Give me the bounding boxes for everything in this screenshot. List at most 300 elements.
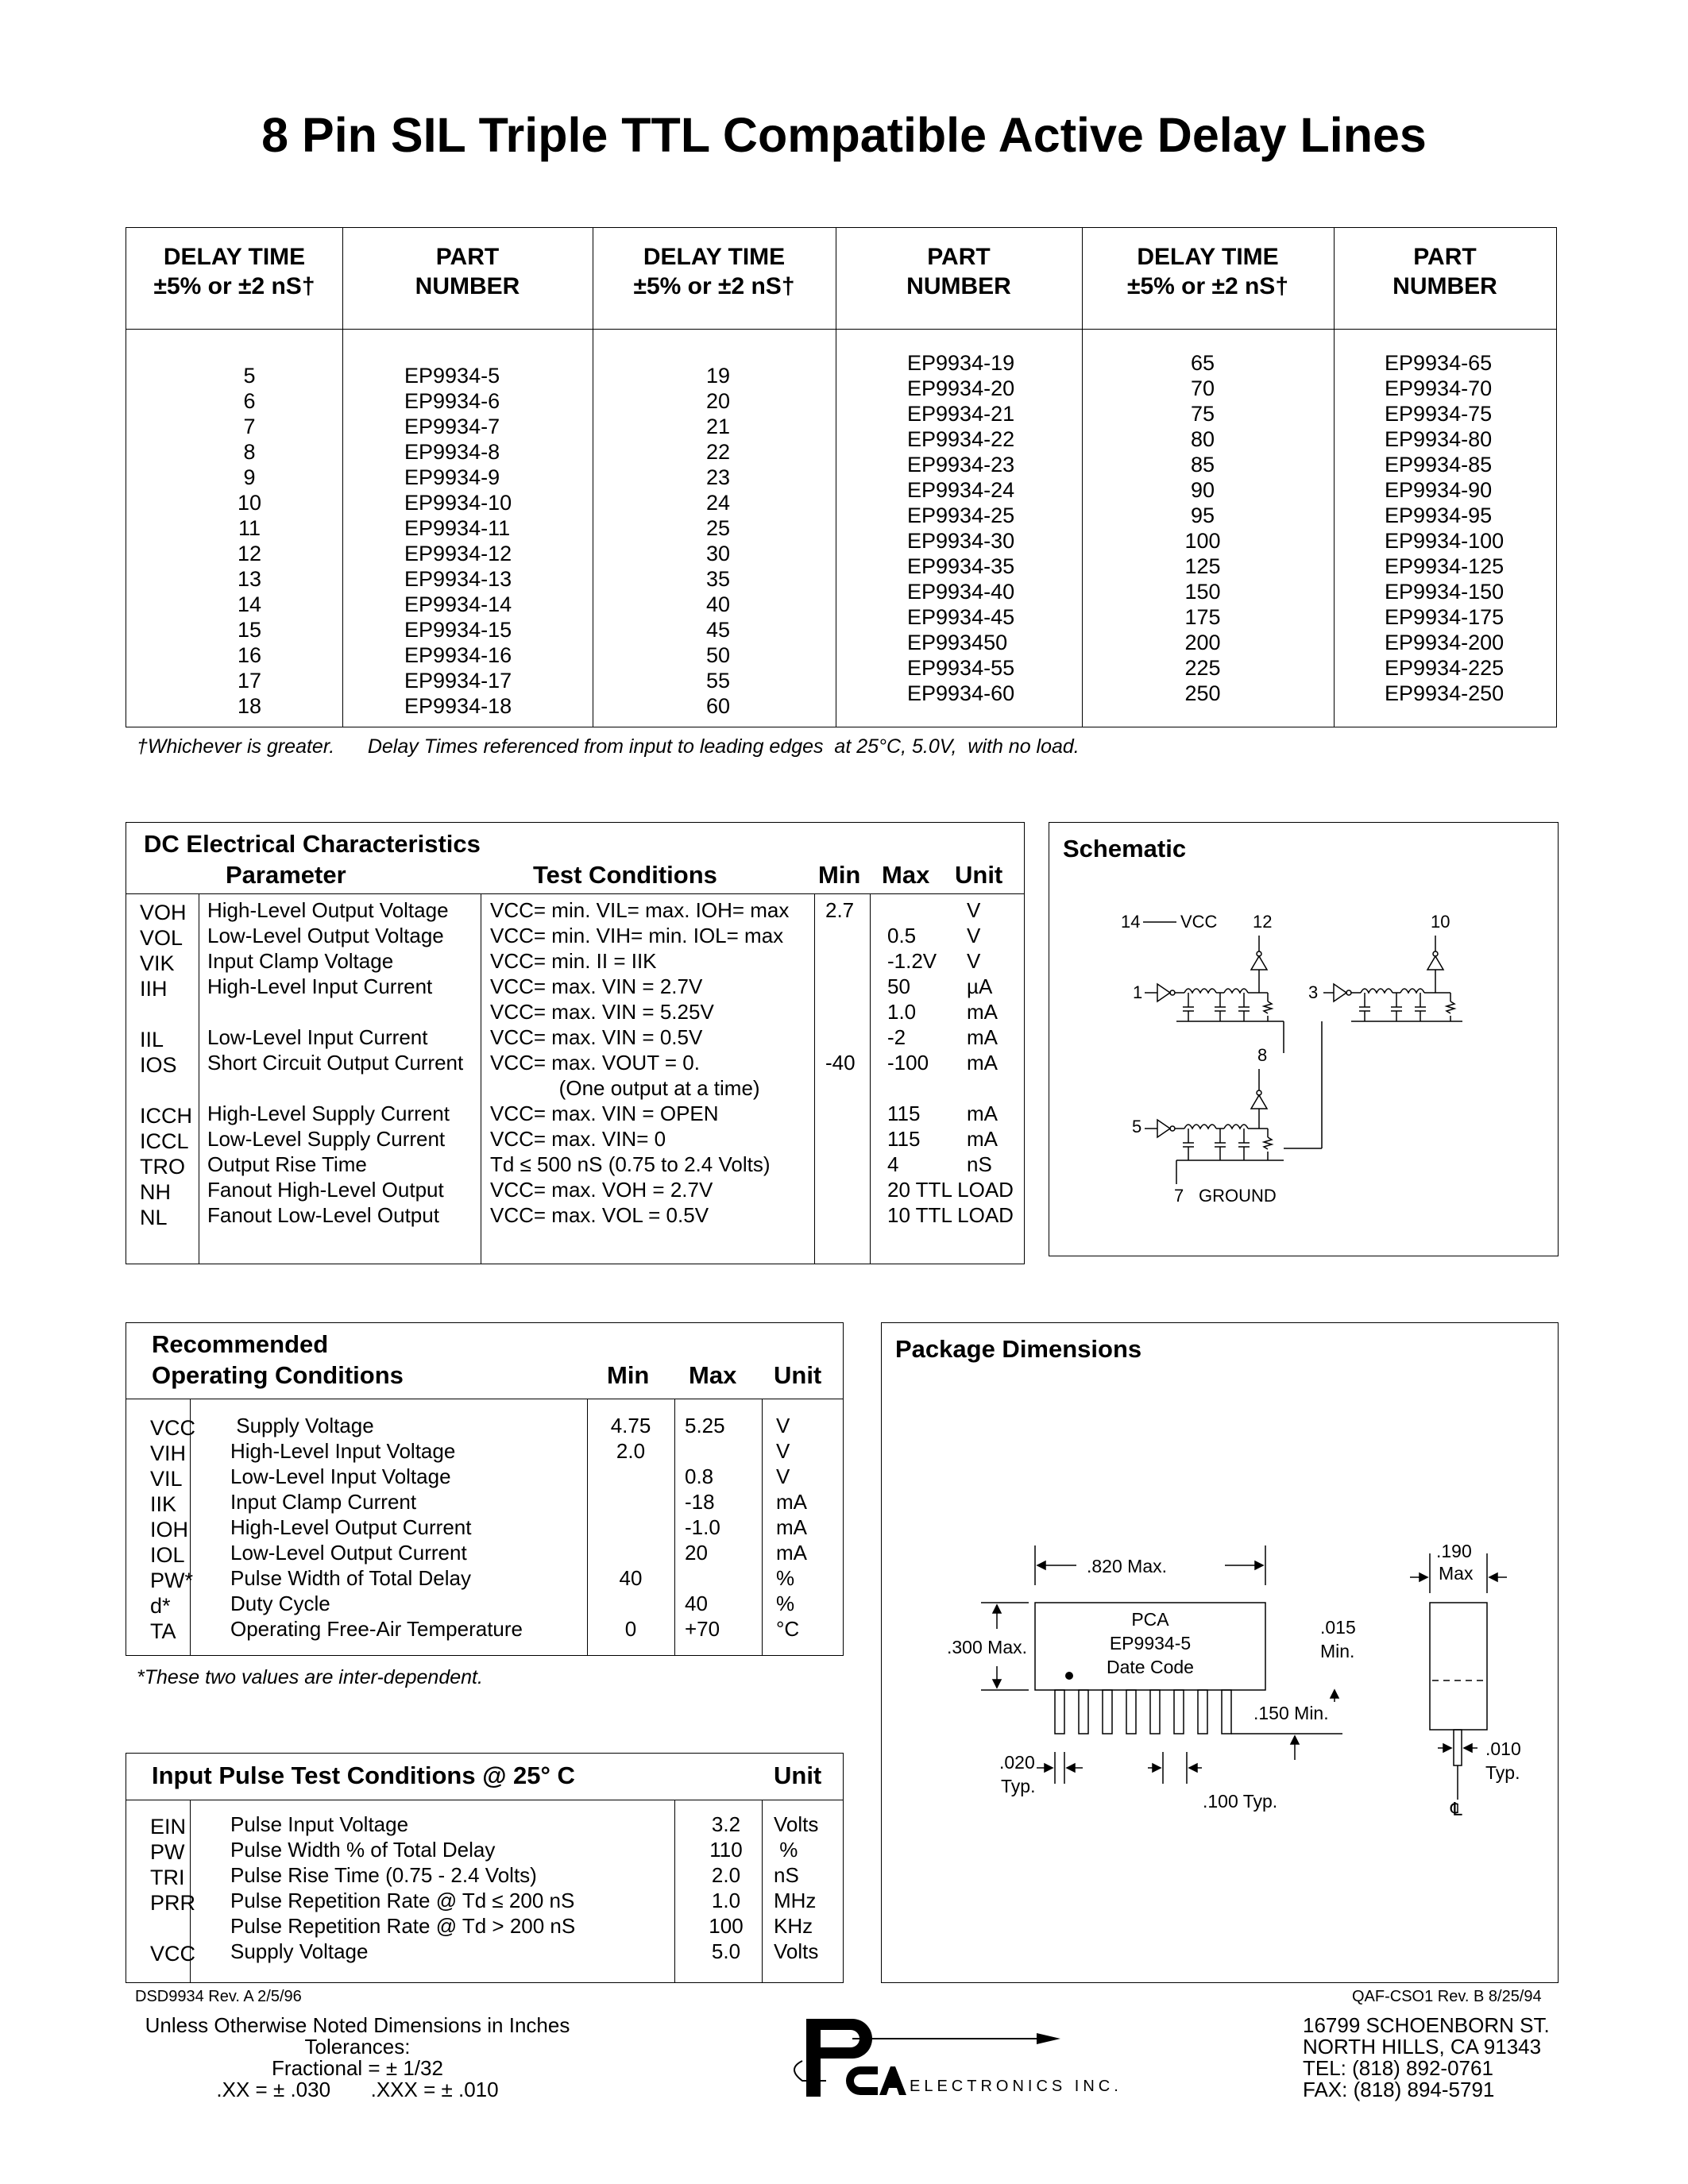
table-cell: 175 <box>1184 605 1221 629</box>
table-cell: 2.0 <box>616 1439 646 1463</box>
pin-14-label: 14 <box>1121 912 1141 932</box>
table-cell: 7 <box>243 415 256 438</box>
table-cell <box>685 1439 725 1464</box>
table-cell: MHz <box>774 1889 817 1912</box>
table-cell: 55 <box>705 669 731 693</box>
table-cell: 0.5 <box>887 924 917 947</box>
table-cell: EP9934-30 <box>907 529 1015 553</box>
table-cell: 5.0 <box>711 1939 741 1963</box>
table-cell: °C <box>776 1617 800 1641</box>
delay-footnote: †Whichever is greater. Delay Times referenced from input to leading edges at 25°C, 5.0V, with no load. <box>137 735 1080 758</box>
header-delay-time: DELAY TIME ±5% or ±2 nS† <box>153 244 315 299</box>
table-cell: 18 <box>237 694 262 718</box>
table-cell: 60 <box>705 694 731 718</box>
header-delay-time: DELAY TIME ±5% or ±2 nS† <box>633 244 795 299</box>
table-cell: mA <box>967 1102 998 1125</box>
table-cell <box>140 1002 192 1028</box>
table-cell: 1.0 <box>711 1889 741 1912</box>
table-cell <box>825 974 856 1000</box>
table-cell: 0 <box>624 1617 637 1641</box>
table-cell <box>825 924 856 949</box>
table-cell: Td ≤ 500 nS (0.75 to 2.4 Volts) <box>490 1152 771 1176</box>
ipt-column-divider <box>762 1800 763 1982</box>
dim-015-min-label: Min. <box>1320 1641 1355 1661</box>
table-cell: High-Level Supply Current <box>207 1102 450 1125</box>
roc-header-unit: Unit <box>774 1361 822 1389</box>
dc-title: DC Electrical Characteristics <box>144 830 481 858</box>
dc-header-test-conditions: Test Conditions <box>533 861 717 889</box>
table-cell: 90 <box>1190 478 1215 502</box>
table-cell: 2.0 <box>711 1863 741 1887</box>
table-cell: 250 <box>1184 681 1221 705</box>
table-cell: +70 <box>685 1617 720 1641</box>
table-cell: mA <box>776 1515 807 1539</box>
delay-column-3 <box>1163 350 1242 706</box>
ipt-symbols <box>150 1815 195 1967</box>
roc-min-values <box>603 1414 659 1642</box>
dc-header-parameter: Parameter <box>226 861 346 889</box>
table-cell: V <box>776 1464 790 1488</box>
dc-column-divider <box>870 893 871 1264</box>
table-cell: mA <box>967 1051 998 1075</box>
pin-3-label: 3 <box>1308 982 1319 1002</box>
tolerance-line-4: .XX = ± .030 .XXX = ± .010 <box>216 2078 499 2101</box>
table-cell: 0.8 <box>685 1464 714 1488</box>
tolerance-line-3: Fractional = ± 1/32 <box>272 2056 443 2080</box>
table-cell: 24 <box>705 491 731 515</box>
table-cell: 40 <box>619 1566 643 1590</box>
table-cell <box>825 1203 856 1229</box>
centerline-symbol: ℄ <box>1450 1799 1462 1819</box>
input-pulse-test-table <box>126 1753 844 1983</box>
company-address <box>1303 2015 1550 2101</box>
table-cell: % <box>774 1838 798 1862</box>
pin-8-label: 8 <box>1257 1045 1268 1065</box>
table-cell: KHz <box>774 1914 813 1938</box>
table-cell: VCC= max. VIN = 5.25V <box>490 1000 714 1024</box>
pin-1-label: 1 <box>1133 982 1143 1002</box>
dc-min-values <box>825 898 856 1229</box>
table-cell: VCC= max. VIN = 2.7V <box>490 974 703 998</box>
table-cell: EP9934-9 <box>404 465 500 489</box>
table-cell: V <box>967 898 981 922</box>
table-cell: EP9934-20 <box>907 376 1015 400</box>
table-cell: mA <box>967 1000 998 1024</box>
table-cell: TRO <box>140 1155 185 1179</box>
table-cell <box>825 1025 856 1051</box>
header-delay-time: DELAY TIME ±5% or ±2 nS† <box>1127 244 1288 299</box>
delay-column-2 <box>682 363 754 719</box>
roc-column-divider <box>762 1399 763 1655</box>
table-cell: EP9934-12 <box>404 542 512 565</box>
table-cell <box>825 1102 856 1127</box>
table-cell: 17 <box>237 669 262 693</box>
table-cell: EIN <box>150 1815 187 1839</box>
table-cell: PRR <box>150 1891 196 1915</box>
table-cell: Output Rise Time <box>207 1152 367 1176</box>
table-cell <box>207 1000 463 1025</box>
ipt-units <box>774 1812 818 1965</box>
table-cell: EP9934-250 <box>1385 681 1505 705</box>
table-cell: EP9934-25 <box>907 504 1015 527</box>
table-cell: Volts <box>774 1812 819 1836</box>
table-cell: 100 <box>709 1914 744 1938</box>
table-cell: 110 <box>709 1838 743 1862</box>
table-cell: EP9934-65 <box>1385 351 1493 375</box>
tolerance-line-1: Unless Otherwise Noted Dimensions in Inches <box>145 2013 570 2037</box>
header-part-number: PART NUMBER <box>415 244 520 299</box>
table-cell: Low-Level Supply Current <box>207 1127 446 1151</box>
table-cell: EP9934-225 <box>1385 656 1505 680</box>
package-marking-pca: PCA <box>1131 1609 1169 1630</box>
table-cell: 4.75 <box>610 1414 651 1437</box>
table-cell: 20 <box>685 1541 708 1565</box>
dc-header-min: Min <box>818 861 861 889</box>
table-cell: EP9934-175 <box>1385 605 1505 629</box>
dim-010-label: .010 <box>1485 1738 1521 1759</box>
delay-circuit-1 <box>1145 936 1284 1021</box>
dc-parameters <box>207 898 463 1229</box>
table-cell: EP9934-22 <box>907 427 1015 451</box>
table-cell <box>825 1127 856 1152</box>
table-cell: -40 <box>825 1051 856 1075</box>
table-cell: EP9934-45 <box>907 605 1015 629</box>
table-cell <box>967 1203 998 1229</box>
table-cell: µA <box>967 974 993 998</box>
table-cell: -18 <box>685 1490 715 1514</box>
table-cell: 14 <box>237 592 262 616</box>
dim-015-label: .015 <box>1320 1617 1356 1638</box>
table-cell: EP9934-200 <box>1385 631 1505 654</box>
address-fax: FAX: (818) 894-5791 <box>1303 2078 1495 2101</box>
table-cell: (One output at a time) <box>490 1076 760 1100</box>
table-cell: EP9934-17 <box>404 669 512 693</box>
column-divider <box>342 228 343 727</box>
table-cell: Volts <box>774 1939 819 1963</box>
table-cell <box>603 1515 659 1541</box>
table-cell: 9 <box>243 465 256 489</box>
table-cell: VCC= max. VOUT = 0. <box>490 1051 700 1075</box>
table-cell: Operating Free-Air Temperature <box>230 1617 523 1641</box>
table-cell: VCC= max. VOH = 2.7V <box>490 1178 713 1202</box>
column-divider <box>1334 228 1335 727</box>
table-cell: 8 <box>243 440 256 464</box>
table-cell: EP9934-21 <box>907 402 1015 426</box>
table-cell: 70 <box>1190 376 1215 400</box>
ipt-title: Input Pulse Test Conditions @ 25° C <box>152 1761 575 1789</box>
table-cell <box>967 1076 998 1102</box>
table-cell: NH <box>140 1180 171 1204</box>
table-cell: 50 <box>705 643 731 667</box>
roc-symbols <box>150 1416 195 1645</box>
vcc-label: VCC <box>1180 912 1218 932</box>
dim-190-label: .190 <box>1436 1541 1472 1561</box>
table-cell: EP9934-15 <box>404 618 512 642</box>
table-cell: 20 TTL LOAD <box>887 1178 1014 1202</box>
table-cell: 40 <box>685 1592 708 1615</box>
table-cell: EP9934-100 <box>1385 529 1505 553</box>
table-cell: Fanout Low-Level Output <box>207 1203 439 1227</box>
table-cell: 10 <box>237 491 262 515</box>
table-cell: EP9934-19 <box>907 351 1015 375</box>
company-logo <box>759 2017 1140 2105</box>
table-cell: 80 <box>1190 427 1215 451</box>
package-pins <box>1055 1690 1231 1734</box>
table-cell: nS <box>774 1863 799 1887</box>
table-cell: -2 <box>887 1025 906 1049</box>
table-cell: EP9934-40 <box>907 580 1015 604</box>
table-cell: mA <box>776 1490 807 1514</box>
table-cell: TA <box>150 1619 176 1643</box>
dim-020-typ-label: Typ. <box>1001 1776 1036 1796</box>
dim-150-label: .150 Min. <box>1253 1703 1329 1723</box>
ipt-values <box>702 1812 750 1965</box>
dc-units <box>967 898 998 1229</box>
table-cell: 35 <box>705 567 731 591</box>
table-cell: V <box>967 949 981 973</box>
table-cell: IOL <box>150 1543 185 1567</box>
table-cell: 15 <box>237 618 262 642</box>
pin-12-label: 12 <box>1253 912 1273 932</box>
table-cell: IIL <box>140 1028 164 1051</box>
table-cell: 50 <box>887 974 910 998</box>
table-cell: VCC= max. VOL = 0.5V <box>490 1203 709 1227</box>
package-dimensions-panel <box>881 1322 1559 1983</box>
table-cell: 40 <box>705 592 731 616</box>
ground-label: GROUND <box>1199 1186 1277 1206</box>
table-cell: 115 <box>887 1102 921 1125</box>
table-cell <box>967 1178 998 1203</box>
table-cell: EP9934-70 <box>1385 376 1493 400</box>
table-cell: High-Level Input Voltage <box>230 1439 456 1463</box>
table-cell: EP9934-16 <box>404 643 512 667</box>
table-cell: 115 <box>887 1127 921 1151</box>
dc-header-divider <box>126 893 1024 894</box>
table-cell <box>825 1178 856 1203</box>
address-telephone: TEL: (818) 892-0761 <box>1303 2056 1493 2080</box>
tolerance-note <box>135 2015 580 2101</box>
table-cell: IOS <box>140 1053 177 1077</box>
roc-footnote: *These two values are inter-dependent. <box>137 1666 483 1688</box>
table-cell: EP9934-60 <box>907 681 1015 705</box>
pin-5-label: 5 <box>1132 1117 1142 1136</box>
part-column-2 <box>907 350 1014 706</box>
logo-electronics-text: ELECTRONICS INC. <box>910 2078 1122 2095</box>
dc-symbols <box>140 901 192 1231</box>
table-cell: EP9934-10 <box>404 491 512 515</box>
table-cell: mA <box>776 1541 807 1565</box>
pin-7-label: 7 <box>1174 1186 1184 1206</box>
table-cell: -1.0 <box>685 1515 720 1539</box>
delay-circuit-2 <box>1323 936 1462 1021</box>
table-cell: EP9934-18 <box>404 694 512 718</box>
table-cell: TRI <box>150 1866 185 1889</box>
table-cell: VCC= max. VIN= 0 <box>490 1127 666 1151</box>
table-cell: 6 <box>243 389 256 413</box>
table-cell: IOH <box>150 1518 189 1542</box>
table-cell: Pulse Repetition Rate @ Td ≤ 200 nS <box>230 1889 575 1912</box>
table-cell: Supply Voltage <box>230 1414 374 1437</box>
table-cell: EP9934-95 <box>1385 504 1493 527</box>
doc-number-right: QAF-CSO1 Rev. B 8/25/94 <box>1352 1988 1542 2005</box>
table-cell: 11 <box>238 516 261 540</box>
table-cell <box>207 1076 463 1102</box>
table-cell <box>685 1566 725 1592</box>
table-cell: d* <box>150 1594 171 1618</box>
table-cell: EP9934-23 <box>907 453 1015 477</box>
table-cell: EP9934-80 <box>1385 427 1493 451</box>
table-cell: 5 <box>243 364 256 388</box>
table-cell: Pulse Width of Total Delay <box>230 1566 471 1590</box>
table-cell: V <box>776 1439 790 1463</box>
table-cell: 45 <box>705 618 731 642</box>
table-cell: 95 <box>1190 504 1215 527</box>
delay-column-1 <box>214 363 285 719</box>
table-cell: 4 <box>887 1152 899 1176</box>
table-cell: -1.2V <box>887 949 937 973</box>
table-cell: PW <box>150 1840 185 1864</box>
table-cell: EP993450 <box>907 631 1008 654</box>
table-cell: 1.0 <box>887 1000 917 1024</box>
table-cell: VCC= max. VIN = OPEN <box>490 1102 719 1125</box>
dc-characteristics-table <box>126 822 1025 1264</box>
table-cell: 30 <box>705 542 731 565</box>
table-cell: 19 <box>705 364 731 388</box>
table-cell: VOH <box>140 901 187 924</box>
table-cell: Low-Level Input Voltage <box>230 1464 451 1488</box>
table-cell: High-Level Output Current <box>230 1515 472 1539</box>
package-dimensions-title: Package Dimensions <box>895 1335 1142 1363</box>
table-cell: VCC <box>150 1942 196 1966</box>
roc-title-line-1: Recommended <box>152 1330 329 1358</box>
header-part-number: PART NUMBER <box>906 244 1011 299</box>
schematic-panel <box>1049 822 1559 1256</box>
doc-number-left: DSD9934 Rev. A 2/5/96 <box>135 1988 302 2005</box>
table-cell <box>825 1152 856 1178</box>
roc-header-max: Max <box>689 1361 737 1389</box>
table-cell: EP9934-75 <box>1385 402 1493 426</box>
table-cell: 21 <box>705 415 731 438</box>
delay-time-table <box>126 227 1557 727</box>
table-cell: V <box>967 924 981 947</box>
table-cell: 85 <box>1190 453 1215 477</box>
address-line-2: NORTH HILLS, CA 91343 <box>1303 2035 1542 2059</box>
table-cell <box>825 1076 856 1102</box>
table-cell: EP9934-5 <box>404 364 500 388</box>
dc-test-conditions <box>490 898 789 1229</box>
table-cell: IIK <box>150 1492 177 1516</box>
table-cell: VCC= min. VIH= min. IOL= max <box>490 924 784 947</box>
table-cell: Pulse Rise Time (0.75 - 2.4 Volts) <box>230 1863 537 1887</box>
table-cell: 5.25 <box>685 1414 725 1437</box>
table-cell: EP9934-8 <box>404 440 500 464</box>
table-cell: EP9934-6 <box>404 389 500 413</box>
dim-010-typ-label: Typ. <box>1485 1762 1520 1783</box>
table-cell: VIH <box>150 1441 187 1465</box>
ipt-column-divider <box>674 1800 675 1982</box>
table-cell: EP9934-125 <box>1385 554 1505 578</box>
recommended-operating-conditions-table <box>126 1322 844 1656</box>
table-cell: VIK <box>140 951 175 975</box>
table-cell: 23 <box>705 465 731 489</box>
table-cell: 65 <box>1190 351 1215 375</box>
table-cell: Pulse Repetition Rate @ Td > 200 nS <box>230 1914 576 1938</box>
table-cell: 16 <box>237 643 262 667</box>
table-cell: VCC= max. VIN = 0.5V <box>490 1025 703 1049</box>
table-cell: EP9934-14 <box>404 592 512 616</box>
table-cell: EP9934-35 <box>907 554 1015 578</box>
ipt-header-unit: Unit <box>774 1761 822 1789</box>
table-cell <box>603 1592 659 1617</box>
ipt-parameters <box>230 1812 575 1965</box>
table-cell: nS <box>967 1152 992 1176</box>
table-cell: 22 <box>705 440 731 464</box>
address-line-1: 16799 SCHOENBORN ST. <box>1303 2013 1550 2037</box>
table-cell: High-Level Output Voltage <box>207 898 449 922</box>
table-cell: mA <box>967 1025 998 1049</box>
part-column-3 <box>1385 350 1504 706</box>
roc-column-divider <box>587 1399 588 1655</box>
table-cell: 20 <box>705 389 731 413</box>
table-cell: 13 <box>237 567 262 591</box>
package-drawing <box>882 1323 1558 1982</box>
table-cell: IIH <box>140 977 168 1001</box>
table-cell: EP9934-90 <box>1385 478 1493 502</box>
table-cell: PW* <box>150 1569 193 1592</box>
roc-column-divider <box>674 1399 675 1655</box>
table-cell: 200 <box>1184 631 1221 654</box>
table-cell: 125 <box>1184 554 1221 578</box>
table-header-divider <box>126 329 1556 330</box>
table-cell <box>140 1078 192 1104</box>
pin-10-label: 10 <box>1431 912 1450 932</box>
package-marking-date-code: Date Code <box>1107 1657 1194 1677</box>
table-cell: 25 <box>705 516 731 540</box>
column-divider <box>1082 228 1083 727</box>
package-marking-part: EP9934-5 <box>1109 1633 1192 1653</box>
dim-300-label: .300 Max. <box>947 1637 1027 1657</box>
dim-820-label: .820 Max. <box>1087 1556 1167 1576</box>
schematic-title: Schematic <box>1063 835 1187 862</box>
table-cell: Low-Level Output Voltage <box>207 924 444 947</box>
table-cell: VCC= min. VIL= max. IOH= max <box>490 898 790 922</box>
table-cell: 3.2 <box>711 1812 741 1836</box>
table-cell: EP9934-7 <box>404 415 500 438</box>
table-cell: High-Level Input Current <box>207 974 433 998</box>
table-cell: EP9934-13 <box>404 567 512 591</box>
table-cell: mA <box>967 1127 998 1151</box>
table-cell: Supply Voltage <box>230 1939 369 1963</box>
table-cell: Pulse Input Voltage <box>230 1812 409 1836</box>
table-cell: % <box>776 1566 795 1590</box>
table-cell: NL <box>140 1206 168 1229</box>
table-cell: EP9934-55 <box>907 656 1015 680</box>
table-cell: 100 <box>1184 529 1221 553</box>
table-cell: Input Clamp Voltage <box>207 949 394 973</box>
table-cell: Short Circuit Output Current <box>207 1051 464 1075</box>
table-cell <box>603 1464 659 1490</box>
table-cell <box>825 1000 856 1025</box>
roc-title-line-2: Operating Conditions <box>152 1361 404 1389</box>
schematic-diagram <box>1049 823 1558 1256</box>
table-cell <box>150 1916 195 1942</box>
table-cell: % <box>776 1592 795 1615</box>
header-part-number: PART NUMBER <box>1393 244 1497 299</box>
table-cell: Low-Level Output Current <box>230 1541 467 1565</box>
dim-020-label: .020 <box>999 1752 1035 1773</box>
dc-column-divider <box>814 893 815 1264</box>
table-cell: 150 <box>1184 580 1221 604</box>
